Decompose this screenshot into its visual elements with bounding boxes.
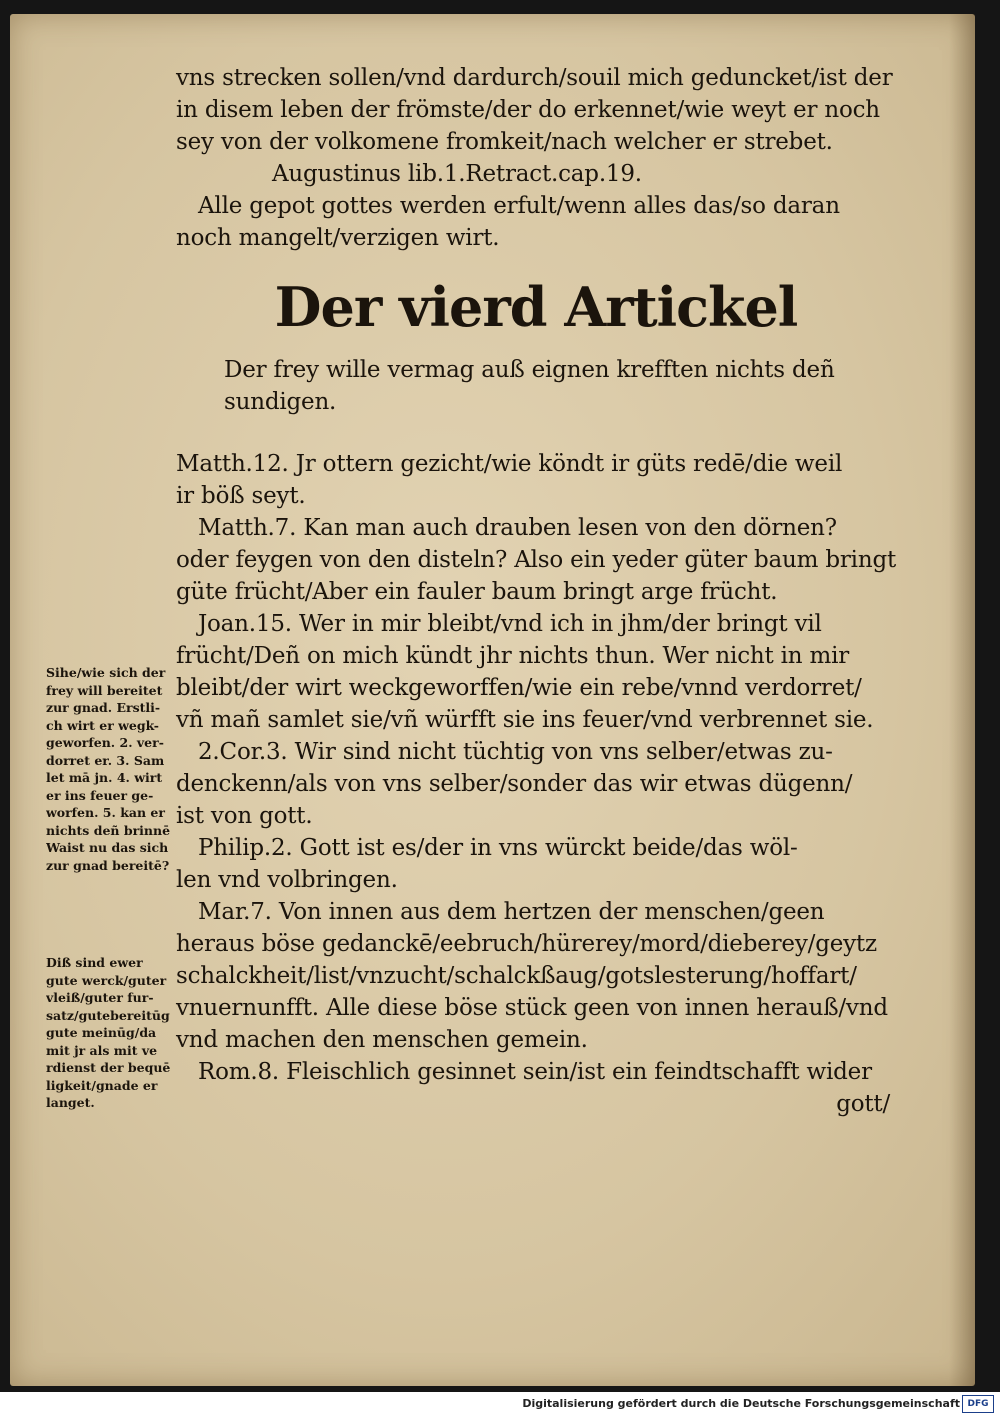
marginal-line: gute meinūg/da (46, 1025, 157, 1040)
marginal-line: satz/gutebereitūg (46, 1007, 170, 1023)
subtitle-line: Der frey wille vermag auß eignen krefften nichts deñ (224, 357, 835, 383)
text-line: Matth.12. Jr ottern gezicht/wie köndt ir güts redē/die weil (176, 451, 843, 477)
text-line: noch mangelt/verzigen wirt. (176, 225, 500, 251)
marginal-line: langet. (46, 1095, 95, 1110)
text-line: vns strecken sollen/vnd dardurch/souil mich geduncket/ist der (176, 65, 893, 91)
marginal-line: let mā jn. 4. wirt (46, 770, 163, 785)
text-line: Philip.2. Gott ist es/der in vns würckt beide/das wöl- (198, 835, 798, 861)
text-line: oder feygen von den disteln? Also ein yeder güter baum bringt (176, 547, 897, 573)
augustinus-reference: Augustinus lib.1.Retract.cap.19. (272, 161, 642, 187)
marginal-line: worfen. 5. kan er (46, 805, 165, 820)
text-line: sey von der volkomene fromkeit/nach welcher er strebet. (176, 129, 833, 155)
text-line: Alle gepot gottes werden erfult/wenn alles das/so daran (198, 193, 840, 219)
marginal-line: ch wirt er wegk- (46, 717, 159, 733)
text-line: bleibt/der wirt weckgeworffen/wie ein rebe/vnnd verdorret/ (176, 675, 862, 701)
marginal-line: rdienst der bequē (46, 1060, 171, 1075)
text-line: vnd machen den menschen gemein. (176, 1027, 588, 1053)
text-line: in disem leben der frömste/der do erkennet/wie weyt er noch (176, 97, 880, 123)
text-line: heraus böse gedanckē/eebruch/hürerey/mord/dieberey/geytz (176, 931, 877, 957)
text-line: güte frücht/Aber ein fauler baum bringt arge frücht. (176, 579, 778, 605)
marginal-line: nichts deñ brinnē (46, 822, 171, 838)
marginal-note-2 (46, 954, 184, 1112)
marginal-line: mit jr als mit ve (46, 1042, 158, 1058)
text-line: Matth.7. Kan man auch drauben lesen von den dörnen? (198, 515, 837, 541)
marginal-line: gute werck/guter (46, 972, 167, 988)
text-line: ir böß seyt. (176, 483, 306, 509)
text-line: frücht/Deñ on mich kündt jhr nichts thun. Wer nicht in mir (176, 643, 850, 669)
marginal-line: Waist nu das sich (46, 840, 169, 855)
footer-bar (0, 1392, 1000, 1415)
catchword: gott/ (836, 1091, 890, 1117)
text-line: ist von gott. (176, 803, 313, 829)
text-line: Mar.7. Von innen aus dem hertzen der menschen/geen (198, 899, 825, 925)
text-line: schalckheit/list/vnzucht/schalckßaug/gotslesterung/hoffart/ (176, 963, 857, 989)
marginal-line: Diß sind ewer (46, 955, 143, 970)
funding-credit: Digitalisierung gefördert durch die Deutsche Forschungsgemeinschaft (522, 1397, 960, 1410)
marginal-line: frey will bereitet (46, 682, 163, 698)
text-line: 2.Cor.3. Wir sind nicht tüchtig von vns selber/etwas zu- (198, 739, 833, 765)
marginal-line: vleiß/guter fur- (46, 990, 154, 1005)
dfg-logo: DFG (962, 1395, 994, 1413)
marginal-line: geworfen. 2. ver- (46, 735, 164, 750)
article-heading: Der vierd Artickel (274, 275, 798, 339)
marginal-line: zur gnad bereitē? (46, 857, 170, 873)
marginal-line: zur gnad. Erstli- (46, 700, 161, 715)
marginal-note-1 (46, 664, 184, 874)
marginal-line: er ins feuer ge- (46, 787, 154, 803)
text-line: denckenn/als von vns selber/sonder das wir etwas dügenn/ (176, 771, 853, 797)
page-edge-shadow (949, 14, 975, 1386)
main-text-block (176, 62, 896, 1120)
article-subtitle (176, 354, 896, 418)
text-line: Rom.8. Fleischlich gesinnet sein/ist ein feindtschafft wider (198, 1059, 872, 1085)
text-line: Joan.15. Wer in mir bleibt/vnd ich in jhm/der bringt vil (198, 611, 822, 637)
text-line: vnuernunfft. Alle diese böse stück geen von innen herauß/vnd (176, 995, 888, 1021)
marginal-line: ligkeit/gnade er (46, 1077, 158, 1093)
text-line: vñ mañ samlet sie/vñ würfft sie ins feuer/vnd verbrennet sie. (176, 707, 874, 733)
subtitle-line: sundigen. (224, 389, 337, 415)
marginal-line: dorret er. 3. Sam (46, 752, 165, 768)
text-line: len vnd volbringen. (176, 867, 398, 893)
marginal-line: Sihe/wie sich der (46, 665, 166, 680)
